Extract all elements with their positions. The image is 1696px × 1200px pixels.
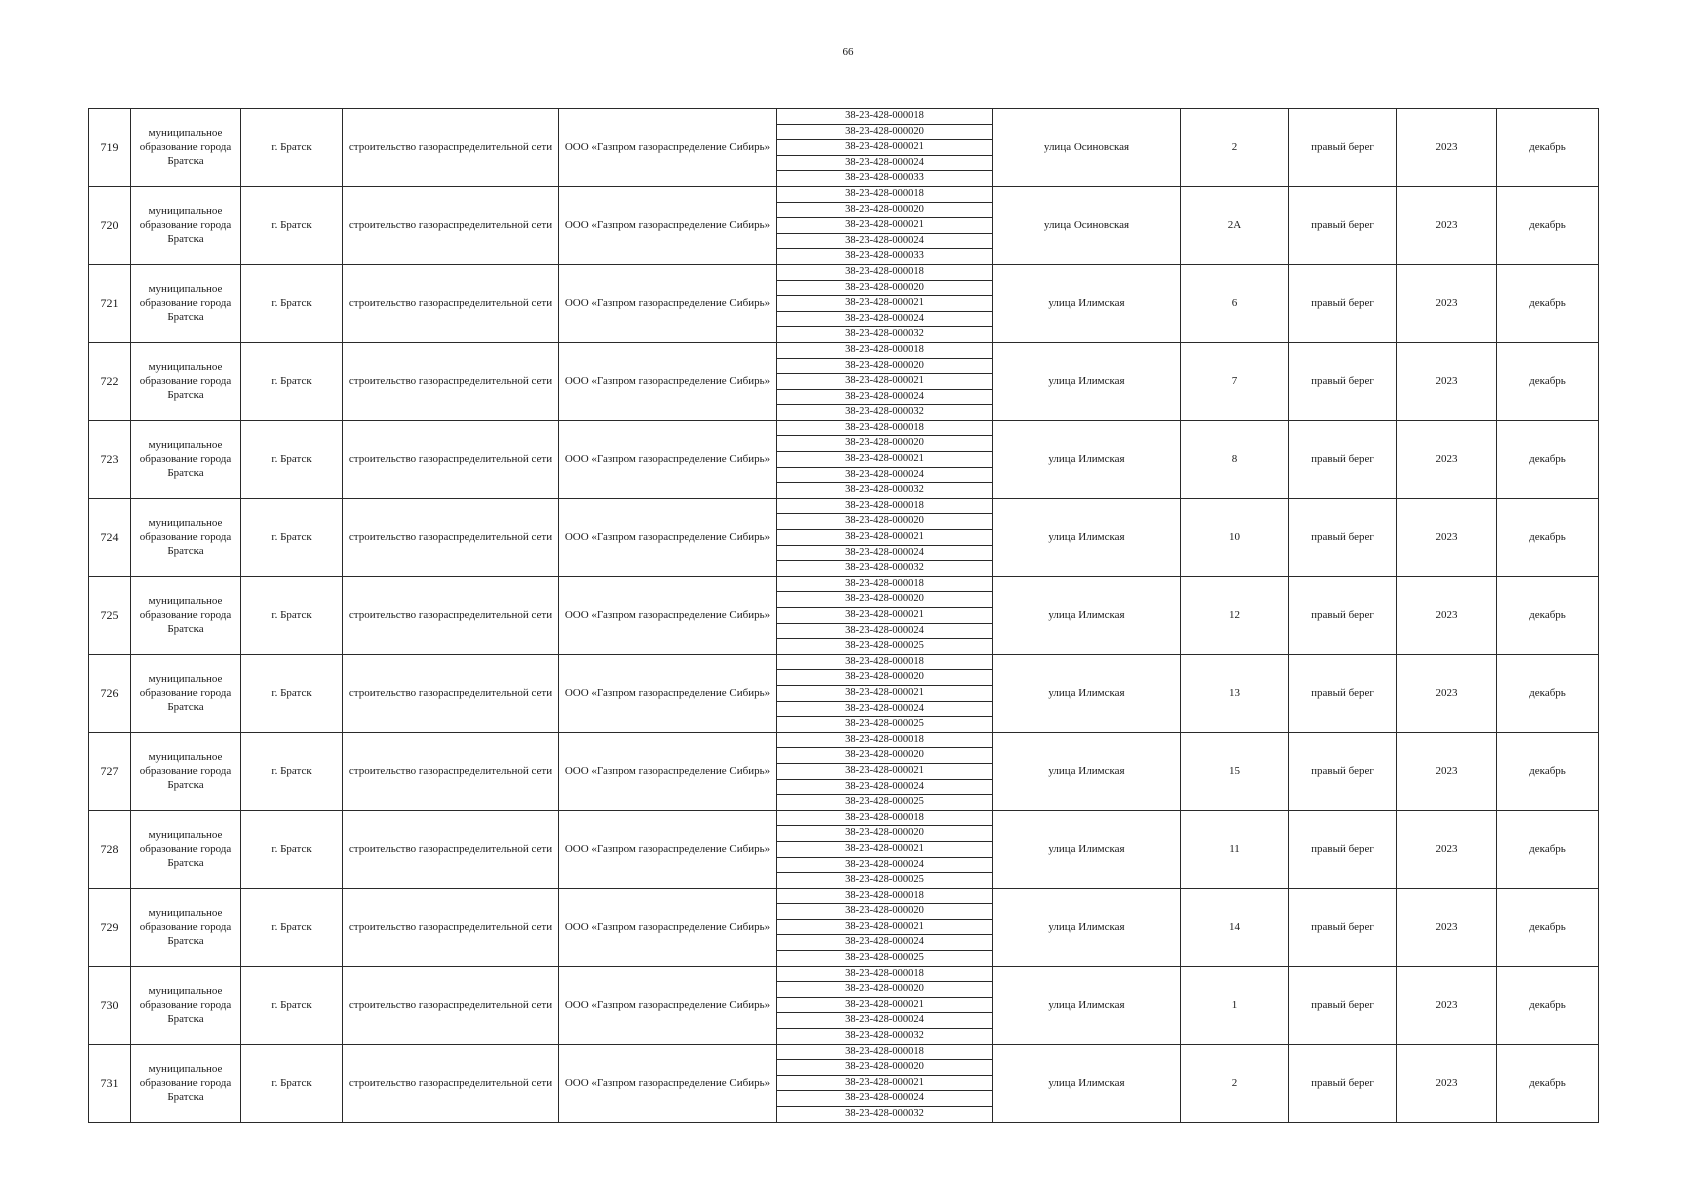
year-cell: 2023 <box>1397 654 1497 732</box>
work-type-cell: строительство газораспределительной сети <box>343 1044 559 1122</box>
municipality-cell: муниципальное образование города Братска <box>131 576 241 654</box>
house-number-cell: 15 <box>1181 732 1289 810</box>
cadastral-number: 38-23-428-000018 <box>777 421 992 437</box>
organization-cell: ООО «Газпром газораспределение Сибирь» <box>559 654 777 732</box>
city-cell: г. Братск <box>241 498 343 576</box>
cadastral-number: 38-23-428-000033 <box>845 250 924 262</box>
month-cell: декабрь <box>1497 576 1599 654</box>
cadastral-number: 38-23-428-000020 <box>777 281 992 297</box>
river-bank-cell: правый берег <box>1289 264 1397 342</box>
cadastral-number: 38-23-428-000020 <box>777 359 992 375</box>
table-row <box>89 888 1599 966</box>
month-cell: декабрь <box>1497 654 1599 732</box>
row-number-cell: 723 <box>89 420 131 498</box>
house-number-cell: 10 <box>1181 498 1289 576</box>
organization-cell: ООО «Газпром газораспределение Сибирь» <box>559 888 777 966</box>
cadastral-number: 38-23-428-000018 <box>777 265 992 281</box>
organization-cell: ООО «Газпром газораспределение Сибирь» <box>559 342 777 420</box>
municipality-cell: муниципальное образование города Братска <box>131 264 241 342</box>
cadastral-number: 38-23-428-000032 <box>845 484 924 496</box>
year-cell: 2023 <box>1397 732 1497 810</box>
river-bank-cell: правый берег <box>1289 498 1397 576</box>
house-number-cell: 2 <box>1181 1044 1289 1122</box>
cadastral-number: 38-23-428-000018 <box>777 811 992 827</box>
street-cell: улица Илимская <box>993 654 1181 732</box>
cadastral-number: 38-23-428-000032 <box>845 1108 924 1119</box>
cadastral-number: 38-23-428-000021 <box>777 530 992 546</box>
table-row <box>89 186 1599 264</box>
month-cell: декабрь <box>1497 420 1599 498</box>
cadastral-numbers-cell <box>777 732 993 810</box>
cadastral-number: 38-23-428-000020 <box>777 1060 992 1076</box>
cadastral-number: 38-23-428-000033 <box>845 172 924 184</box>
cadastral-number: 38-23-428-000024 <box>777 234 992 250</box>
house-number-cell: 12 <box>1181 576 1289 654</box>
work-type-cell: строительство газораспределительной сети <box>343 966 559 1044</box>
river-bank-cell: правый берег <box>1289 966 1397 1044</box>
row-number-cell: 725 <box>89 576 131 654</box>
cadastral-numbers-cell <box>777 1044 993 1122</box>
municipality-cell: муниципальное образование города Братска <box>131 732 241 810</box>
cadastral-number: 38-23-428-000024 <box>777 546 992 562</box>
street-cell: улица Илимская <box>993 420 1181 498</box>
house-number-cell: 7 <box>1181 342 1289 420</box>
cadastral-number: 38-23-428-000021 <box>777 140 992 156</box>
city-cell: г. Братск <box>241 1044 343 1122</box>
cadastral-number: 38-23-428-000020 <box>777 904 992 920</box>
row-number-cell: 719 <box>89 109 131 187</box>
organization-cell: ООО «Газпром газораспределение Сибирь» <box>559 186 777 264</box>
street-cell: улица Илимская <box>993 810 1181 888</box>
month-cell: декабрь <box>1497 810 1599 888</box>
work-type-cell: строительство газораспределительной сети <box>343 654 559 732</box>
year-cell: 2023 <box>1397 109 1497 187</box>
cadastral-number: 38-23-428-000020 <box>777 592 992 608</box>
year-cell: 2023 <box>1397 1044 1497 1122</box>
work-type-cell: строительство газораспределительной сети <box>343 186 559 264</box>
street-cell: улица Илимская <box>993 576 1181 654</box>
river-bank-cell: правый берег <box>1289 420 1397 498</box>
table-row <box>89 420 1599 498</box>
table-row <box>89 654 1599 732</box>
cadastral-number: 38-23-428-000024 <box>777 858 992 874</box>
street-cell: улица Илимская <box>993 966 1181 1044</box>
month-cell: декабрь <box>1497 732 1599 810</box>
organization-cell: ООО «Газпром газораспределение Сибирь» <box>559 420 777 498</box>
municipality-cell: муниципальное образование города Братска <box>131 342 241 420</box>
cadastral-number: 38-23-428-000020 <box>777 982 992 998</box>
municipality-cell: муниципальное образование города Братска <box>131 888 241 966</box>
page-number: 66 <box>842 46 854 58</box>
river-bank-cell: правый берег <box>1289 732 1397 810</box>
municipality-cell: муниципальное образование города Братска <box>131 109 241 187</box>
cadastral-number: 38-23-428-000018 <box>777 967 992 983</box>
organization-cell: ООО «Газпром газораспределение Сибирь» <box>559 498 777 576</box>
organization-cell: ООО «Газпром газораспределение Сибирь» <box>559 1044 777 1122</box>
river-bank-cell: правый берег <box>1289 342 1397 420</box>
work-type-cell: строительство газораспределительной сети <box>343 109 559 187</box>
cadastral-numbers-cell <box>777 810 993 888</box>
cadastral-number: 38-23-428-000018 <box>777 889 992 905</box>
cadastral-number: 38-23-428-000021 <box>777 686 992 702</box>
cadastral-number: 38-23-428-000021 <box>777 1076 992 1092</box>
organization-cell: ООО «Газпром газораспределение Сибирь» <box>559 109 777 187</box>
municipality-cell: муниципальное образование города Братска <box>131 966 241 1044</box>
cadastral-number: 38-23-428-000025 <box>845 796 924 808</box>
city-cell: г. Братск <box>241 810 343 888</box>
row-number-cell: 726 <box>89 654 131 732</box>
cadastral-numbers-cell <box>777 888 993 966</box>
month-cell: декабрь <box>1497 109 1599 187</box>
cadastral-number: 38-23-428-000025 <box>845 718 924 730</box>
cadastral-number: 38-23-428-000024 <box>777 1013 992 1029</box>
month-cell: декабрь <box>1497 264 1599 342</box>
cadastral-number: 38-23-428-000021 <box>777 842 992 858</box>
cadastral-number: 38-23-428-000020 <box>777 436 992 452</box>
house-number-cell: 1 <box>1181 966 1289 1044</box>
house-number-cell: 13 <box>1181 654 1289 732</box>
house-number-cell: 2А <box>1181 186 1289 264</box>
year-cell: 2023 <box>1397 342 1497 420</box>
table-row <box>89 498 1599 576</box>
river-bank-cell: правый берег <box>1289 888 1397 966</box>
cadastral-number: 38-23-428-000024 <box>777 702 992 718</box>
cadastral-number: 38-23-428-000021 <box>777 920 992 936</box>
year-cell: 2023 <box>1397 576 1497 654</box>
year-cell: 2023 <box>1397 186 1497 264</box>
organization-cell: ООО «Газпром газораспределение Сибирь» <box>559 732 777 810</box>
river-bank-cell: правый берег <box>1289 654 1397 732</box>
municipality-cell: муниципальное образование города Братска <box>131 1044 241 1122</box>
cadastral-number: 38-23-428-000018 <box>777 343 992 359</box>
cadastral-numbers-cell <box>777 186 993 264</box>
month-cell: декабрь <box>1497 342 1599 420</box>
city-cell: г. Братск <box>241 109 343 187</box>
cadastral-number: 38-23-428-000032 <box>845 562 924 574</box>
municipality-cell: муниципальное образование города Братска <box>131 186 241 264</box>
cadastral-number: 38-23-428-000025 <box>845 874 924 886</box>
year-cell: 2023 <box>1397 888 1497 966</box>
table-row <box>89 732 1599 810</box>
cadastral-number: 38-23-428-000018 <box>777 655 992 671</box>
work-type-cell: строительство газораспределительной сети <box>343 732 559 810</box>
year-cell: 2023 <box>1397 966 1497 1044</box>
row-number-cell: 731 <box>89 1044 131 1122</box>
cadastral-number: 38-23-428-000020 <box>777 748 992 764</box>
city-cell: г. Братск <box>241 264 343 342</box>
house-number-cell: 14 <box>1181 888 1289 966</box>
table-row <box>89 810 1599 888</box>
cadastral-number: 38-23-428-000024 <box>777 1091 992 1107</box>
row-number-cell: 728 <box>89 810 131 888</box>
city-cell: г. Братск <box>241 420 343 498</box>
river-bank-cell: правый берег <box>1289 186 1397 264</box>
cadastral-number: 38-23-428-000021 <box>777 218 992 234</box>
work-type-cell: строительство газораспределительной сети <box>343 342 559 420</box>
cadastral-number: 38-23-428-000020 <box>777 514 992 530</box>
house-number-cell: 8 <box>1181 420 1289 498</box>
cadastral-number: 38-23-428-000024 <box>777 390 992 406</box>
city-cell: г. Братск <box>241 732 343 810</box>
city-cell: г. Братск <box>241 888 343 966</box>
organization-cell: ООО «Газпром газораспределение Сибирь» <box>559 810 777 888</box>
month-cell: декабрь <box>1497 888 1599 966</box>
cadastral-numbers-cell <box>777 264 993 342</box>
row-number-cell: 720 <box>89 186 131 264</box>
cadastral-number: 38-23-428-000018 <box>777 109 992 125</box>
city-cell: г. Братск <box>241 654 343 732</box>
cadastral-numbers-cell <box>777 654 993 732</box>
table-row <box>89 342 1599 420</box>
cadastral-number: 38-23-428-000021 <box>777 452 992 468</box>
cadastral-number: 38-23-428-000018 <box>777 1045 992 1061</box>
work-type-cell: строительство газораспределительной сети <box>343 810 559 888</box>
organization-cell: ООО «Газпром газораспределение Сибирь» <box>559 264 777 342</box>
cadastral-number: 38-23-428-000021 <box>777 998 992 1014</box>
street-cell: улица Илимская <box>993 888 1181 966</box>
municipality-cell: муниципальное образование города Братска <box>131 498 241 576</box>
month-cell: декабрь <box>1497 966 1599 1044</box>
cadastral-number: 38-23-428-000025 <box>845 640 924 652</box>
street-cell: улица Илимская <box>993 498 1181 576</box>
cadastral-number: 38-23-428-000021 <box>777 296 992 312</box>
work-type-cell: строительство газораспределительной сети <box>343 888 559 966</box>
street-cell: улица Осиновская <box>993 186 1181 264</box>
street-cell: улица Осиновская <box>993 109 1181 187</box>
cadastral-number: 38-23-428-000020 <box>777 125 992 141</box>
cadastral-numbers-cell <box>777 109 993 187</box>
organization-cell: ООО «Газпром газораспределение Сибирь» <box>559 576 777 654</box>
cadastral-number: 38-23-428-000032 <box>845 328 924 340</box>
organization-cell: ООО «Газпром газораспределение Сибирь» <box>559 966 777 1044</box>
cadastral-numbers-cell <box>777 966 993 1044</box>
street-cell: улица Илимская <box>993 1044 1181 1122</box>
cadastral-number: 38-23-428-000024 <box>777 312 992 328</box>
cadastral-number: 38-23-428-000020 <box>777 826 992 842</box>
house-number-cell: 6 <box>1181 264 1289 342</box>
river-bank-cell: правый берег <box>1289 1044 1397 1122</box>
cadastral-number: 38-23-428-000024 <box>777 156 992 172</box>
municipality-cell: муниципальное образование города Братска <box>131 810 241 888</box>
cadastral-number: 38-23-428-000032 <box>845 1030 924 1042</box>
municipality-cell: муниципальное образование города Братска <box>131 654 241 732</box>
year-cell: 2023 <box>1397 810 1497 888</box>
house-number-cell: 2 <box>1181 109 1289 187</box>
cadastral-number: 38-23-428-000018 <box>777 187 992 203</box>
gasification-schedule-table <box>88 108 1599 1123</box>
cadastral-number: 38-23-428-000032 <box>845 406 924 418</box>
work-type-cell: строительство газораспределительной сети <box>343 420 559 498</box>
river-bank-cell: правый берег <box>1289 576 1397 654</box>
river-bank-cell: правый берег <box>1289 810 1397 888</box>
city-cell: г. Братск <box>241 576 343 654</box>
work-type-cell: строительство газораспределительной сети <box>343 264 559 342</box>
row-number-cell: 722 <box>89 342 131 420</box>
year-cell: 2023 <box>1397 498 1497 576</box>
work-type-cell: строительство газораспределительной сети <box>343 576 559 654</box>
month-cell: декабрь <box>1497 186 1599 264</box>
house-number-cell: 11 <box>1181 810 1289 888</box>
month-cell: декабрь <box>1497 498 1599 576</box>
row-number-cell: 730 <box>89 966 131 1044</box>
cadastral-number: 38-23-428-000021 <box>777 608 992 624</box>
cadastral-number: 38-23-428-000018 <box>777 499 992 515</box>
cadastral-number: 38-23-428-000020 <box>777 670 992 686</box>
cadastral-number: 38-23-428-000024 <box>777 624 992 640</box>
table-row <box>89 109 1599 187</box>
cadastral-number: 38-23-428-000018 <box>777 577 992 593</box>
cadastral-number: 38-23-428-000025 <box>845 952 924 964</box>
cadastral-numbers-cell <box>777 498 993 576</box>
work-type-cell: строительство газораспределительной сети <box>343 498 559 576</box>
cadastral-number: 38-23-428-000021 <box>777 374 992 390</box>
table-row <box>89 966 1599 1044</box>
cadastral-number: 38-23-428-000024 <box>777 780 992 796</box>
row-number-cell: 729 <box>89 888 131 966</box>
cadastral-numbers-cell <box>777 576 993 654</box>
river-bank-cell: правый берег <box>1289 109 1397 187</box>
table-row <box>89 264 1599 342</box>
cadastral-number: 38-23-428-000021 <box>777 764 992 780</box>
street-cell: улица Илимская <box>993 342 1181 420</box>
year-cell: 2023 <box>1397 420 1497 498</box>
cadastral-number: 38-23-428-000020 <box>777 203 992 219</box>
year-cell: 2023 <box>1397 264 1497 342</box>
city-cell: г. Братск <box>241 342 343 420</box>
municipality-cell: муниципальное образование города Братска <box>131 420 241 498</box>
table-row <box>89 576 1599 654</box>
cadastral-number: 38-23-428-000018 <box>777 733 992 749</box>
cadastral-numbers-cell <box>777 342 993 420</box>
street-cell: улица Илимская <box>993 732 1181 810</box>
month-cell: декабрь <box>1497 1044 1599 1122</box>
table-row <box>89 1044 1599 1122</box>
row-number-cell: 721 <box>89 264 131 342</box>
row-number-cell: 724 <box>89 498 131 576</box>
cadastral-number: 38-23-428-000024 <box>777 468 992 484</box>
street-cell: улица Илимская <box>993 264 1181 342</box>
city-cell: г. Братск <box>241 186 343 264</box>
table-body <box>89 109 1599 1123</box>
cadastral-number: 38-23-428-000024 <box>777 935 992 951</box>
row-number-cell: 727 <box>89 732 131 810</box>
city-cell: г. Братск <box>241 966 343 1044</box>
cadastral-numbers-cell <box>777 420 993 498</box>
